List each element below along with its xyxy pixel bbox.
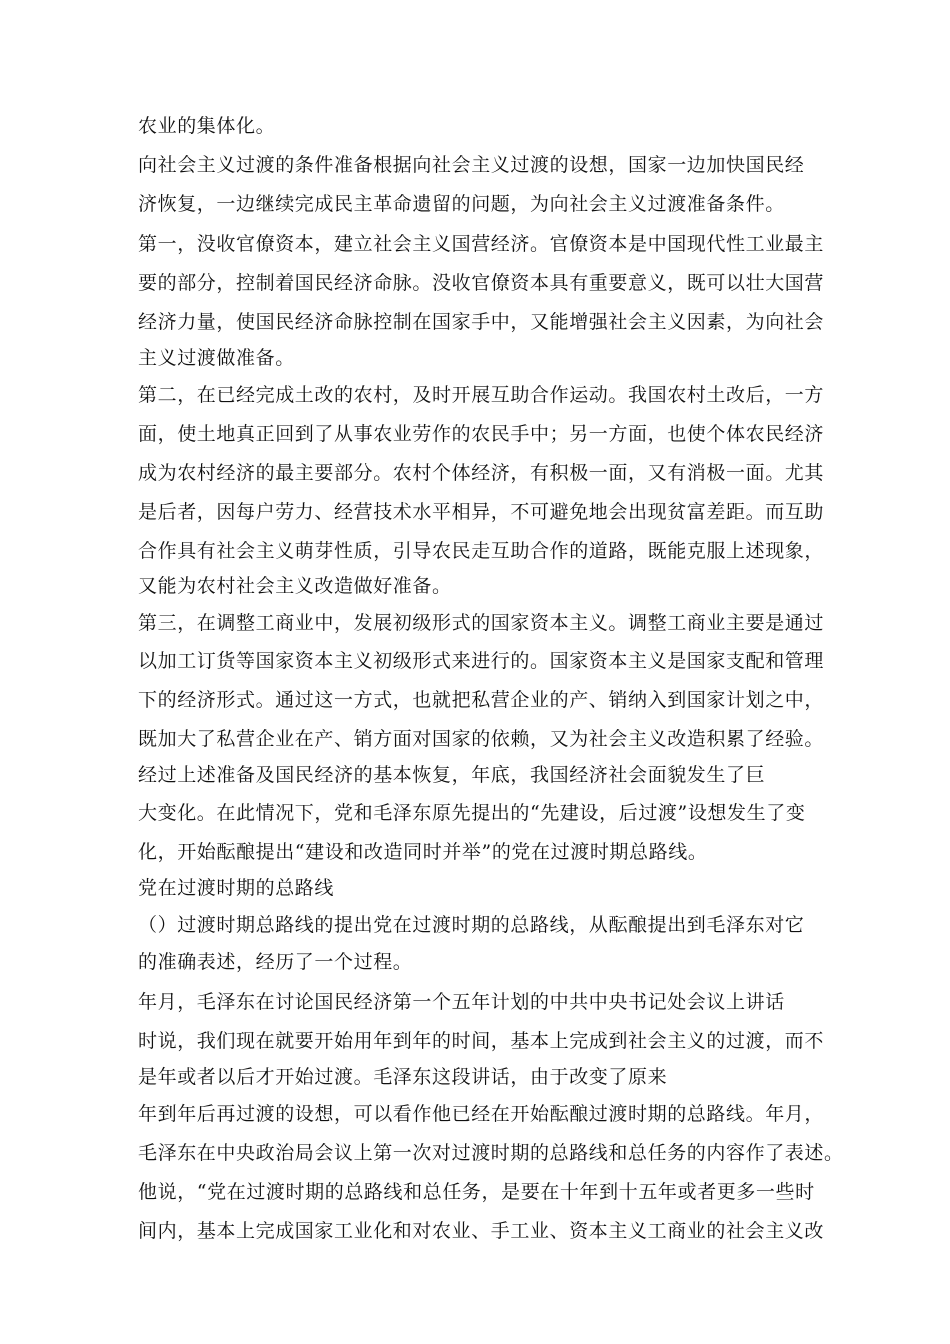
text-line: 要的部分，控制着国民经济命脉。没收官僚资本具有重要意义，既可以壮大国营 — [138, 272, 825, 294]
text-line: 第三，在调整工商业中，发展初级形式的国家资本主义。调整工商业主要是通过 — [138, 612, 825, 634]
text-line: 以加工订货等国家资本主义初级形式来进行的。国家资本主义是国家支配和管理 — [138, 650, 825, 672]
text-line: 经过上述准备及国民经济的基本恢复，年底，我国经济社会面貌发生了巨 — [138, 764, 766, 786]
text-line: 的准确表述，经历了一个过程。 — [138, 951, 413, 973]
text-line: 毛泽东在中央政治局会议上第一次对过渡时期的总路线和总任务的内容作了表述。 — [138, 1142, 844, 1164]
text-line: 济恢复，一边继续完成民主革命遗留的问题，为向社会主义过渡准备条件。 — [138, 193, 785, 215]
text-line: 是年或者以后才开始过渡。毛泽东这段讲话，由于改变了原来 — [138, 1066, 668, 1088]
text-line: 时说，我们现在就要开始用年到年的时间，基本上完成到社会主义的过渡，而不 — [138, 1030, 825, 1052]
text-line: 成为农村经济的最主要部分。农村个体经济，有积极一面，又有消极一面。尤其 — [138, 462, 825, 484]
text-line: （）过渡时期总路线的提出党在过渡时期的总路线，从酝酿提出到毛泽东对它 — [138, 914, 805, 936]
text-line: 向社会主义过渡的条件准备根据向社会主义过渡的设想，国家一边加快国民经 — [138, 154, 805, 176]
text-line: 又能为农村社会主义改造做好准备。 — [138, 575, 452, 597]
text-line: 化，开始酝酿提出“建设和改造同时并举”的党在过渡时期总路线。 — [138, 841, 708, 863]
text-line: 下的经济形式。通过这一方式，也就把私营企业的产、销纳入到国家计划之中， — [138, 689, 825, 711]
text-line: 农业的集体化。 — [138, 115, 276, 137]
text-line: 面，使土地真正回到了从事农业劳作的农民手中；另一方面，也使个体农民经济 — [138, 423, 825, 445]
text-line: 主义过渡做准备。 — [138, 347, 295, 369]
text-line: 年月，毛泽东在讨论国民经济第一个五年计划的中共中央书记处会议上讲话 — [138, 991, 785, 1013]
text-line: 第一，没收官僚资本，建立社会主义国营经济。官僚资本是中国现代性工业最主 — [138, 233, 825, 255]
text-line: 间内，基本上完成国家工业化和对农业、手工业、资本主义工商业的社会主义改 — [138, 1220, 825, 1242]
text-line: 第二，在已经完成土改的农村，及时开展互助合作运动。我国农村土改后，一方 — [138, 384, 825, 406]
text-line: 是后者，因每户劳力、经营技术水平相异，不可避免地会出现贫富差距。而互助 — [138, 501, 825, 523]
text-line: 他说，“党在过渡时期的总路线和总任务，是要在十年到十五年或者更多一些时 — [138, 1181, 815, 1203]
text-line: 大变化。在此情况下，党和毛泽东原先提出的“先建设，后过渡”设想发生了变 — [138, 802, 806, 824]
text-line: 合作具有社会主义萌芽性质，引导农民走互助合作的道路，既能克服上述现象， — [138, 540, 825, 562]
text-line: 经济力量，使国民经济命脉控制在国家手中，又能增强社会主义因素，为向社会 — [138, 311, 825, 333]
section-heading: 党在过渡时期的总路线 — [138, 877, 335, 899]
text-line: 既加大了私营企业在产、销方面对国家的依赖，又为社会主义改造积累了经验。 — [138, 728, 825, 750]
text-line: 年到年后再过渡的设想，可以看作他已经在开始酝酿过渡时期的总路线。年月， — [138, 1103, 825, 1125]
